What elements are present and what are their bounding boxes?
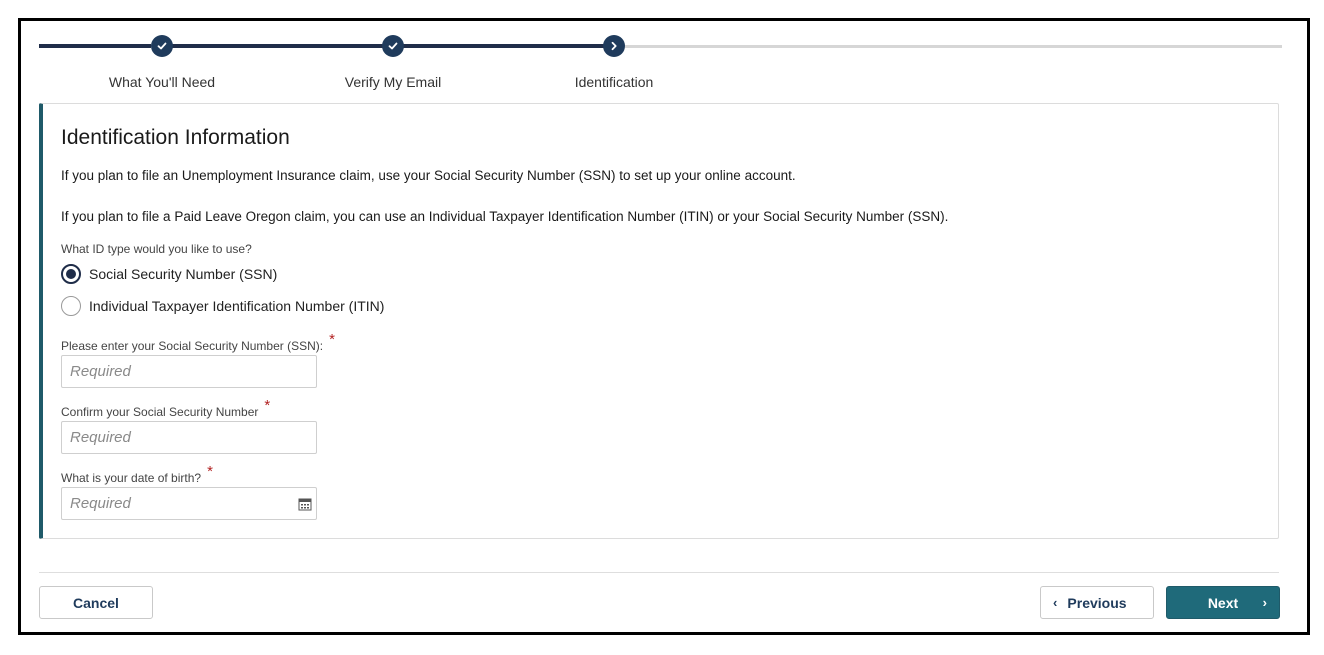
stepper-line-complete [39,44,151,48]
page-title: Identification Information [61,126,290,149]
check-icon [387,40,399,52]
step-2-complete [382,35,404,57]
chevron-right-icon [608,40,620,52]
radio-option-itin[interactable] [61,296,384,316]
dob-label-text: What is your date of birth? [61,471,202,485]
chevron-right-icon: › [1262,595,1267,610]
step-3-current [603,35,625,57]
chevron-left-icon: ‹ [1053,595,1058,610]
identification-card [39,103,1279,539]
step-label: Verify My Email [344,74,442,90]
confirm-ssn-label [61,397,271,420]
id-type-question: What ID type would you like to use? [61,242,252,256]
paid-leave-info: If you plan to file a Paid Leave Oregon claim, you can use an Individual Taxpayer Identification Number (ITIN) or your Social Security Number (SSN). [61,209,949,224]
radio-button[interactable] [61,296,81,316]
stepper-line-complete [403,44,605,48]
radio-button-selected[interactable] [61,264,81,284]
stepper-line-complete [171,44,383,48]
page-frame [18,18,1310,635]
progress-stepper [39,31,1282,91]
confirm-ssn-input[interactable] [61,421,317,454]
next-label: Next [1207,594,1239,611]
cancel-button[interactable]: Cancel [39,586,153,619]
required-marker: * [207,463,213,480]
stepper-line-pending [625,45,1282,48]
step-1-complete [151,35,173,57]
ssn-label-text: Please enter your Social Security Number (SSN): [61,339,324,353]
dob-input[interactable] [61,487,317,520]
radio-label: Individual Taxpayer Identification Number (ITIN) [89,298,385,314]
previous-label: Previous [1067,594,1127,611]
ssn-input[interactable] [61,355,317,388]
radio-option-ssn[interactable] [61,264,277,284]
step-label: Identification [574,74,654,90]
required-marker: * [264,397,271,414]
step-label: What You'll Need [108,74,216,90]
calendar-icon[interactable] [298,497,312,511]
ui-claim-info: If you plan to file an Unemployment Insurance claim, use your Social Security Number (SSN) to set up your online account. [61,168,796,183]
dob-label [61,463,213,486]
radio-label: Social Security Number (SSN) [89,266,278,282]
confirm-ssn-label-text: Confirm your Social Security Number [61,405,259,419]
ssn-label [61,331,335,354]
check-icon [156,40,168,52]
required-marker: * [329,331,335,348]
next-button[interactable] [1166,586,1280,619]
previous-button[interactable] [1040,586,1154,619]
footer-divider [39,572,1279,573]
radio-dot [66,269,76,279]
